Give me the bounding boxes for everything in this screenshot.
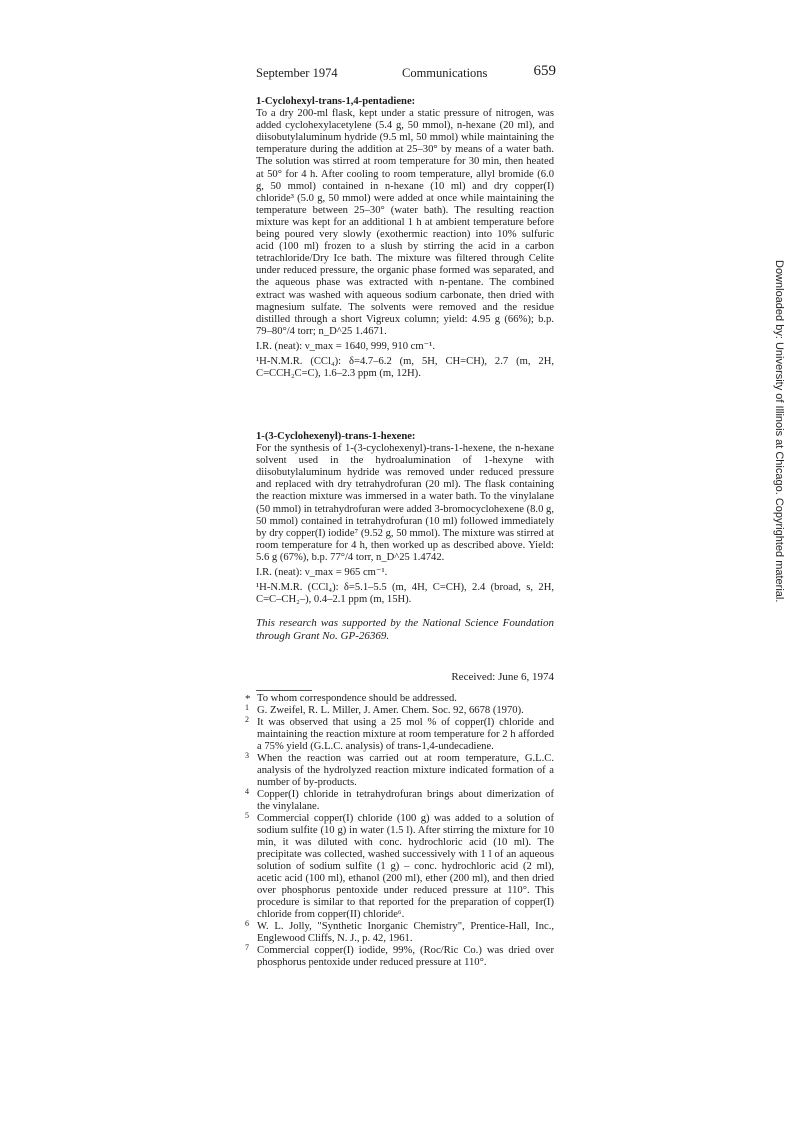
download-watermark: [771, 260, 789, 880]
footnote-mark: 2: [245, 715, 249, 724]
footnote-mark: *: [245, 693, 251, 705]
footnote-mark: 6: [245, 919, 249, 928]
ir-data: I.R. (neat): ν_max = 965 cm⁻¹.: [256, 567, 388, 579]
footnote-text: Copper(I) chloride in tetrahydrofuran brings about dimerization of the vinylalane.: [257, 789, 554, 812]
received-date: Received: June 6, 1974: [451, 671, 554, 683]
footnote: [245, 789, 554, 813]
footnote-text: To whom correspondence should be addressed.: [257, 693, 457, 704]
footnote: [245, 753, 554, 789]
procedure-title: 1-Cyclohexyl-trans-1,4-pentadiene:: [256, 96, 416, 107]
footnote: [245, 705, 554, 717]
procedure-body: For the synthesis of 1-(3-cyclohexenyl)-trans-1-hexene, the n-hexane solvent used in the hydroalumination of 1-hexyne with diisobutylaluminum hydride was removed under reduced pressure and replaced with dry tetrahydrofuran (20 ml). The flask containing the reaction mixture was immersed in a water bath. To the vinylalane (50 mmol) in tetrahydrofuran were added 3-bromocyclohexene (8.0 g, 50 mmol) contained in tetrahydrofuran (10 ml) followed immediately by dry copper(I) iodide⁷ (9.52 g, 50 mmol). The mixture was stirred at room temperature for 4 h, then worked up as described above. Yield: 5.6 g (67%), b.p. 77°/4 torr, n_D^25 1.4742.: [256, 443, 554, 563]
footnote: [245, 693, 554, 705]
footnote-mark: 3: [245, 751, 249, 760]
footnote: [245, 813, 554, 921]
footnote-mark: 7: [245, 943, 249, 952]
footnote-text: G. Zweifel, R. L. Miller, J. Amer. Chem. Soc. 92, 6678 (1970).: [257, 705, 524, 716]
footnote-text: Commercial copper(I) iodide, 99%, (Roc/Ric Co.) was dried over phosphorus pentoxide under reduced pressure at 110°.: [257, 945, 554, 968]
procedure-body: To a dry 200-ml flask, kept under a static pressure of nitrogen, was added cyclohexylacetylene (5.4 g, 50 mmol), n-hexane (20 ml), and diisobutylaluminum hydride (9.5 ml, 50 mmol) while maintaining the temperature during the addition at 25–30° by means of a water bath. The solution was stirred at room temperature for 30 min, then heated at 50° for 4 h. After cooling to room temperature, allyl bromide (6.0 g, 50 mmol) contained in n-hexane (10 ml) and dry copper(I) chloride³ (5.0 g, 50 mmol) were added at once while maintaining the temperature between 25–30° (water bath). The resulting reaction mixture was kept for an additional 1 h at ambient temperature before being poured very slowly (exothermic reaction) into 10% sulfuric acid (100 ml) frozen to a slush by stirring the acid in a carbon tetrachloride/Dry Ice bath. The mixture was filtered through Celite under reduced pressure, the organic phase formed was separated, and the aqueous phase was extracted with n-pentane. The combined extract was washed with aqueous sodium carbonate, then dried with magnesium sulfate. The solvents were removed and the residue distilled through a short Vigreux column; yield: 4.95 g (66%); b.p. 79–80°/4 torr; n_D^25 1.4671.: [256, 108, 554, 337]
footnotes: [245, 693, 554, 969]
footnote-mark: 5: [245, 811, 249, 820]
acknowledgement: This research was supported by the National Science Foundation through Grant No. GP-26369.: [256, 617, 554, 642]
footnote: [245, 921, 554, 945]
footnote-divider: [256, 690, 312, 691]
procedure-title: 1-(3-Cyclohexenyl)-trans-1-hexene:: [256, 431, 416, 442]
header-section: Communications: [402, 66, 488, 80]
header-date: September 1974: [256, 66, 338, 80]
download-watermark-text: Downloaded by: University of Illinois at Chicago. Copyrighted material.: [773, 260, 785, 603]
footnote-text: Commercial copper(I) chloride (100 g) was added to a solution of sodium sulfite (10 g) in water (1.5 l). After stirring the mixture for 10 min, it was diluted with conc. hydrochloric acid (10 ml). The precipitate was collected, washed successively with 1 l of an aqueous solution of sodium sulfite (1 g) – conc. hydrochloric acid (2 ml), acetic acid (100 ml), ethanol (200 ml), ether (200 ml), and then dried over phosphorus pentoxide under reduced pressure at 110°. This procedure is similar to that reported for the preparation of copper(I) chloride from copper(II) chloride⁶.: [257, 813, 554, 920]
footnote: [245, 945, 554, 969]
nmr-data: ¹H-N.M.R. (CCl₄): δ=5.1–5.5 (m, 4H, C=CH), 2.4 (broad, s, 2H, C=C–CH₂–), 0.4–2.1 ppm (m, 15H).: [256, 582, 554, 606]
footnote: [245, 717, 554, 753]
ir-data: I.R. (neat): ν_max = 1640, 999, 910 cm⁻¹.: [256, 340, 435, 352]
procedure-pentadiene: [256, 96, 554, 380]
page-number: 659: [533, 63, 556, 79]
procedure-hexene: [256, 431, 554, 606]
footnote-mark: 4: [245, 787, 249, 796]
footnote-mark: 1: [245, 703, 249, 712]
footnote-text: W. L. Jolly, "Synthetic Inorganic Chemistry", Prentice-Hall, Inc., Englewood Cliffs, N. J., p. 42, 1961.: [257, 921, 554, 944]
nmr-data: ¹H-N.M.R. (CCl₄): δ=4.7–6.2 (m, 5H, CH=CH), 2.7 (m, 2H, C=CCH₂C=C), 1.6–2.3 ppm (m, 12H).: [256, 355, 554, 380]
footnote-text: It was observed that using a 25 mol % of copper(I) chloride and maintaining the reaction mixture at room temperature for 2 h afforded a 75% yield (G.L.C. analysis) of trans-1,4-undecadiene.: [257, 717, 554, 752]
running-header: [256, 64, 556, 84]
footnote-text: When the reaction was carried out at room temperature, G.L.C. analysis of the hydrolyzed reaction mixture indicated formation of a number of by-products.: [257, 753, 554, 788]
